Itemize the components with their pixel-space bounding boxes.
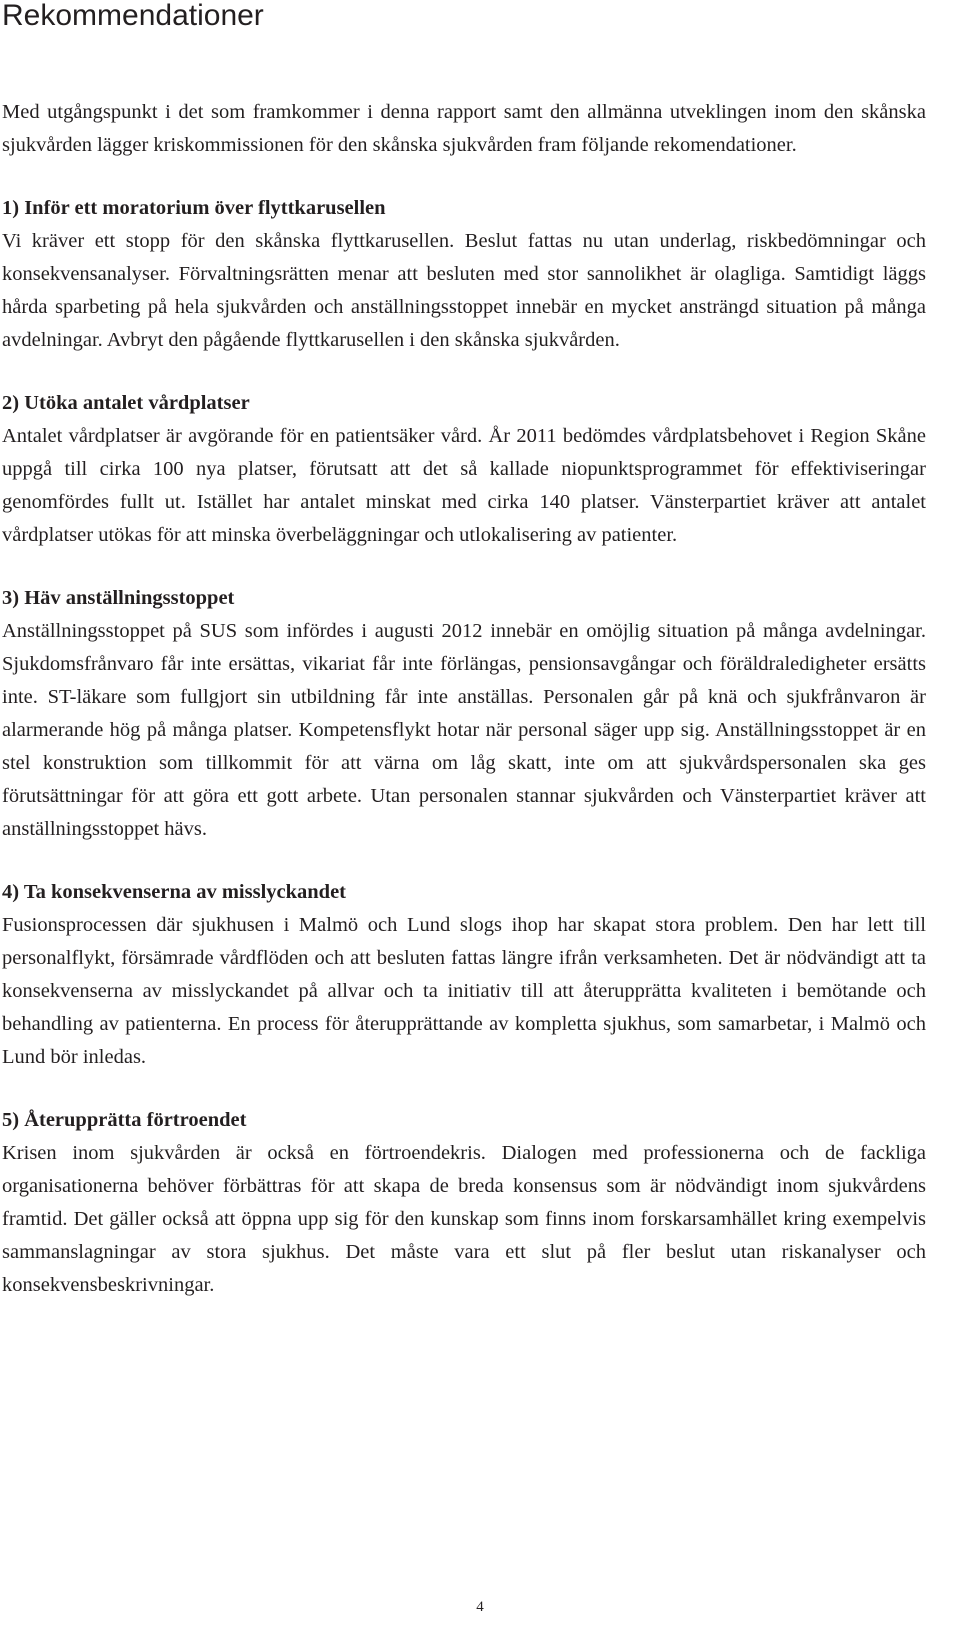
section-heading: 1) Inför ett moratorium över flyttkarusellen xyxy=(2,197,386,219)
document-body xyxy=(2,96,926,1332)
section-fortroende xyxy=(2,1104,926,1302)
section-body: Antalet vårdplatser är avgörande för en patientsäker vård. År 2011 bedömdes vårdplatsbehovet i Region Skåne uppgå till cirka 100 nya platser, förutsatt att det så kallade niopunktsprogrammet för effektiviseringar genomfördes fullt ut. Istället har antalet minskat med cirka 140 platser. Vänsterpartiet kräver att antalet vårdplatser utökas för att minska överbeläggningar och utlokalisering av patienter. xyxy=(2,425,926,546)
section-konsekvenser xyxy=(2,876,926,1074)
section-heading: 5) Återupprätta förtroendet xyxy=(2,1109,247,1131)
section-anstallningsstopp xyxy=(2,582,926,846)
intro-paragraph: Med utgångspunkt i det som framkommer i denna rapport samt den allmänna utveklingen inom den skånska sjukvården lägger kriskommissionen för den skånska sjukvården fram följande rekomendationer. xyxy=(2,101,926,156)
page-title: Rekommendationer xyxy=(2,0,264,32)
section-body: Krisen inom sjukvården är också en förtroendekris. Dialogen med professionerna och de fackliga organisationerna behöver förbättras för att skapa de breda konsensus som är nödvändigt inom sjukvårdens framtid. Det gäller också att öppna upp sig för den kunskap som finns inom forskarsamhället kring exempelvis sammanslagningar av stora sjukhus. Det måste vara ett slut på fler beslut utan riskanalyser och konsekvensbeskrivningar. xyxy=(2,1142,926,1296)
section-heading: 2) Utöka antalet vårdplatser xyxy=(2,392,250,414)
section-moratorium xyxy=(2,192,926,357)
page-number: 4 xyxy=(476,1599,484,1615)
section-heading: 3) Häv anställningsstoppet xyxy=(2,587,235,609)
section-heading: 4) Ta konsekvenserna av misslyckandet xyxy=(2,881,347,903)
section-body: Fusionsprocessen där sjukhusen i Malmö och Lund slogs ihop har skapat stora problem. Den har lett till personalflykt, försämrade vårdflöden och att besluten fattas längre ifrån verksamheten. Det är nödvändigt att ta konsekvenserna av misslyckandet på allvar och ta initiativ till att återupprätta kvaliteten i bemötande och behandling av patienterna. En process för återupprättande av kompletta sjukhus, som samarbetar, i Malmö och Lund bör inledas. xyxy=(2,914,926,1068)
section-body: Vi kräver ett stopp för den skånska flyttkarusellen. Beslut fattas nu utan underlag, riskbedömningar och konsekvensanalyser. Förvaltningsrätten menar att besluten med stor sannolikhet är olagliga. Samtidigt läggs hårda sparbeting på hela sjukvården och anställningsstoppet innebär en mycket ansträngd situation på många avdelningar. Avbryt den pågående flyttkarusellen i den skånska sjukvården. xyxy=(2,230,926,351)
section-vardplatser xyxy=(2,387,926,552)
section-body: Anställningsstoppet på SUS som infördes i augusti 2012 innebär en omöjlig situation på många avdelningar. Sjukdomsfrånvaro får inte ersättas, vikariat får inte förlängas, pensionsavgångar och föräldraledigheter ersätts inte. ST-läkare som fullgjort sin utbildning får inte anställas. Personalen går på knä och sjukfrånvaron är alarmerande hög på många platser. Kompetensflykt hotar när personal säger upp sig. Anställningsstoppet är en stel konstruktion som tillkommit för att värna om låg skatt, inte om att sjukvårdspersonalen ska ges förutsättningar för att göra ett gott arbete. Utan personalen stannar sjukvården och Vänsterpartiet kräver att anställningsstoppet hävs. xyxy=(2,620,926,840)
